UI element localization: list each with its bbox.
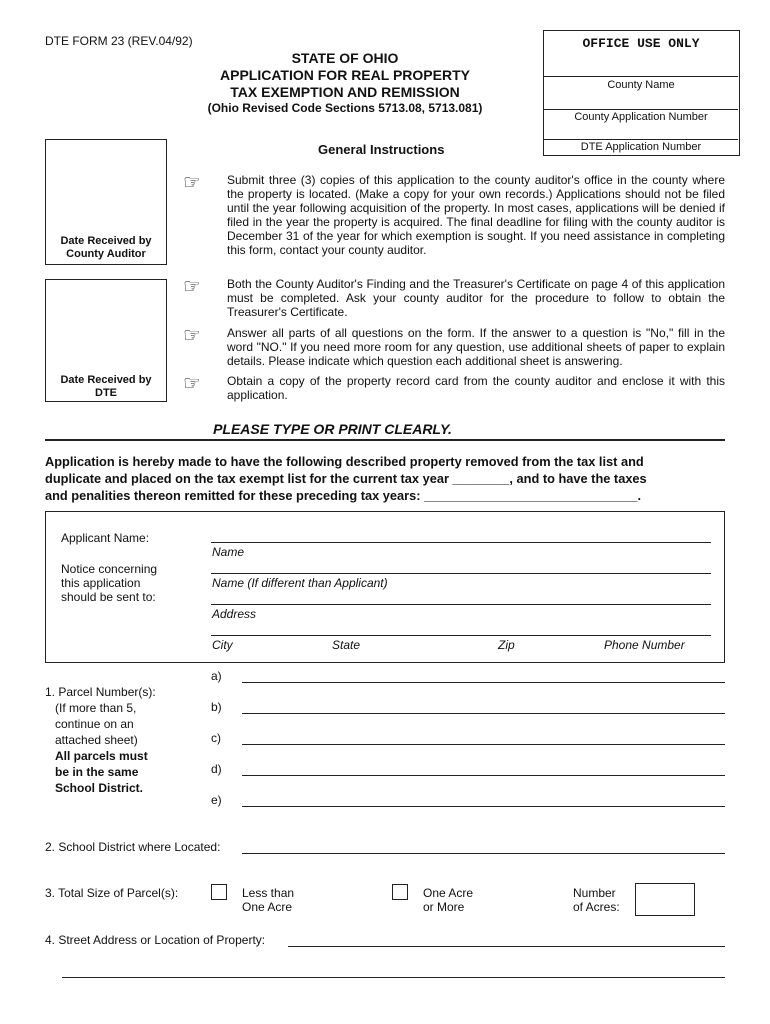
parcel-input-b[interactable] [242, 713, 725, 714]
application-statement-line1: Application is hereby made to have the following described property removed from the tax list and [45, 454, 644, 469]
section-rule [45, 439, 725, 441]
name-different-caption: Name (If different than Applicant) [212, 576, 388, 590]
parcel-input-e[interactable] [242, 806, 725, 807]
number-of-acres-input[interactable] [635, 883, 695, 916]
parcel-label-1: 1. Parcel Number(s): [45, 685, 156, 699]
office-use-divider [544, 139, 738, 140]
parcel-input-c[interactable] [242, 744, 725, 745]
notice-name-input[interactable] [211, 573, 711, 574]
county-name-label: County Name [607, 79, 675, 91]
form-title-line1: APPLICATION FOR REAL PROPERTY [220, 67, 470, 83]
state-title: STATE OF OHIO [291, 50, 399, 66]
less-than-one-acre-label-1: Less than [242, 886, 295, 900]
street-address-input-continued[interactable] [62, 977, 725, 978]
instruction-item-2: Both the County Auditor's Finding and the Treasurer's Certificate on page 4 of this application must be completed. Ask your county auditor for the procedure to follow to obtain the Treasurer's Certificate. [227, 277, 725, 319]
state-caption: State [332, 638, 361, 652]
date-received-county-box[interactable] [45, 139, 167, 265]
instruction-item-3: Answer all parts of all questions on the form. If the answer to a question is "No," fill in the word "NO." If you need more room for any question, use additional sheets of paper to explain details. Please indicate which question each additional sheet is answering. [227, 326, 725, 368]
address-caption: Address [212, 607, 257, 621]
parcel-letter-b: b) [211, 700, 222, 714]
pointing-hand-icon: ☞ [183, 371, 201, 395]
office-use-box [543, 30, 740, 156]
parcel-label-5: All parcels must [55, 749, 148, 763]
instruction-item-1: Submit three (3) copies of this application to the county auditor's office in the county where the property is located. (Make a copy for your own records.) Applications should not be filed until the year following acquisition of the property. In most cases, applications will be denied if filed in the year the property is acquired. The final deadline for filing with the county auditor is December 31 of the year for which exemption is sought. If you need assistance in completing this form, contact your county auditor. [227, 173, 725, 257]
name-caption: Name [212, 545, 245, 559]
application-statement-line3: and penalities thereon remitted for these preceding tax years: ______________________________. [45, 488, 642, 503]
one-acre-or-more-label-2: or More [423, 900, 465, 914]
parcel-letter-a: a) [211, 669, 222, 683]
county-application-number-label: County Application Number [574, 111, 708, 123]
one-acre-or-more-checkbox[interactable] [392, 884, 408, 900]
parcel-size-label: 3. Total Size of Parcel(s): [45, 886, 179, 900]
parcel-letter-d: d) [211, 762, 222, 776]
one-acre-or-more-label-1: One Acre [423, 886, 474, 900]
office-use-title: OFFICE USE ONLY [582, 36, 700, 51]
applicant-name-input[interactable] [211, 542, 711, 543]
instruction-item-4: Obtain a copy of the property record card from the county auditor and enclose it with this application. [227, 374, 725, 402]
parcel-label-6: be in the same [55, 765, 139, 779]
address-input[interactable] [211, 604, 711, 605]
parcel-label-3: continue on an [55, 717, 134, 731]
street-address-label: 4. Street Address or Location of Property: [45, 933, 266, 947]
parcel-label-2: (If more than 5, [55, 701, 137, 715]
city-state-zip-phone-input[interactable] [211, 635, 711, 636]
form-id: DTE FORM 23 (REV.04/92) [45, 34, 193, 48]
pointing-hand-icon: ☞ [183, 274, 201, 298]
date-received-dte-box[interactable] [45, 279, 167, 402]
parcel-letter-e: e) [211, 793, 222, 807]
parcel-input-a[interactable] [242, 682, 725, 683]
parcel-letter-c: c) [211, 731, 221, 745]
notice-label-3: should be sent to: [61, 590, 156, 604]
parcel-label [45, 684, 156, 796]
notice-label-1: Notice concerning [61, 562, 158, 576]
application-statement-line2: duplicate and placed on the tax exempt list for the current tax year ________, and to have the taxes [45, 471, 647, 486]
dte-application-number-label: DTE Application Number [580, 141, 702, 153]
parcel-input-d[interactable] [242, 775, 725, 776]
office-use-divider [544, 109, 738, 110]
instructions-heading: General Instructions [318, 142, 445, 157]
number-of-acres-label-1: Number [573, 886, 616, 900]
date-received-dte-label-2: DTE [95, 387, 117, 399]
school-district-label: 2. School District where Located: [45, 840, 221, 854]
less-than-one-acre-label-2: One Acre [242, 900, 293, 914]
date-received-dte-label-1: Date Received by [60, 374, 152, 386]
office-use-divider [544, 76, 738, 77]
please-type-notice: PLEASE TYPE OR PRINT CLEARLY. [213, 421, 452, 437]
city-caption: City [212, 638, 233, 652]
applicant-name-label: Applicant Name: [61, 531, 150, 545]
number-of-acres-label-2: of Acres: [573, 900, 620, 914]
parcel-label-7: School District. [55, 781, 144, 795]
less-than-one-acre-checkbox[interactable] [211, 884, 227, 900]
zip-caption: Zip [498, 638, 515, 652]
school-district-input[interactable] [242, 853, 725, 854]
notice-label-2: this application [61, 576, 141, 590]
pointing-hand-icon: ☞ [183, 170, 201, 194]
date-received-county-label-1: Date Received by [60, 235, 152, 247]
pointing-hand-icon: ☞ [183, 323, 201, 347]
parcel-label-4: attached sheet) [55, 733, 138, 747]
applicant-box [45, 511, 725, 663]
statute-reference: (Ohio Revised Code Sections 5713.08, 5713.081) [207, 101, 483, 115]
date-received-county-label-2: County Auditor [66, 248, 146, 260]
phone-caption: Phone Number [604, 638, 685, 652]
form-title-line2: TAX EXEMPTION AND REMISSION [230, 84, 460, 100]
street-address-input[interactable] [288, 946, 725, 947]
